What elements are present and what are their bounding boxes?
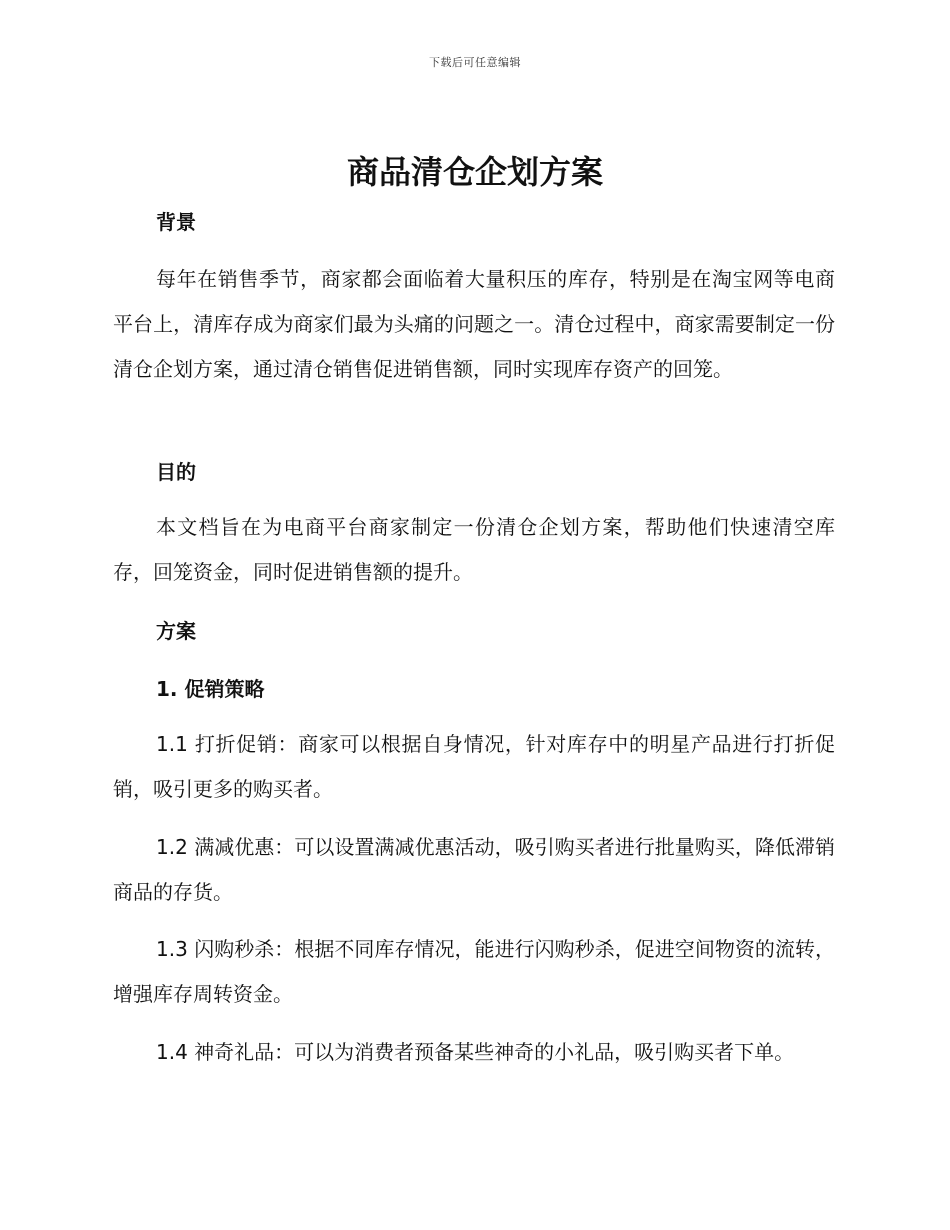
list-item: 1.3 闪购秒杀：根据不同库存情况，能进行闪购秒杀，促进空间物资的流转，增强库存周转资金。	[113, 937, 835, 1006]
list-item: 1.1 打折促销：商家可以根据自身情况，针对库存中的明星产品进行打折促销，吸引更多的购买者。	[113, 732, 835, 801]
section-heading-background: 背景	[156, 210, 196, 234]
document-title: 商品清仓企划方案	[346, 153, 603, 191]
paragraph-purpose: 本文档旨在为电商平台商家制定一份清仓企划方案，帮助他们快速清空库存，回笼资金，同时促进销售额的提升。	[113, 515, 835, 584]
header-note: 下载后可任意编辑	[429, 56, 521, 69]
list-item: 1.2 满减优惠：可以设置满减优惠活动，吸引购买者进行批量购买，降低滞销商品的存货。	[113, 835, 835, 904]
section-heading-purpose: 目的	[156, 460, 196, 484]
subheading-promotion-strategy: 1. 促销策略	[156, 677, 265, 701]
list-item: 1.4 神奇礼品：可以为消费者预备某些神奇的小礼品，吸引购买者下单。	[156, 1040, 795, 1064]
section-heading-plan: 方案	[156, 619, 196, 643]
paragraph-background: 每年在销售季节，商家都会面临着大量积压的库存，特别是在淘宝网等电商平台上，清库存成为商家们最为头痛的问题之一。清仓过程中，商家需要制定一份清仓企划方案，通过清仓销售促进销售额，同时实现库存资产的回笼。	[113, 267, 835, 381]
